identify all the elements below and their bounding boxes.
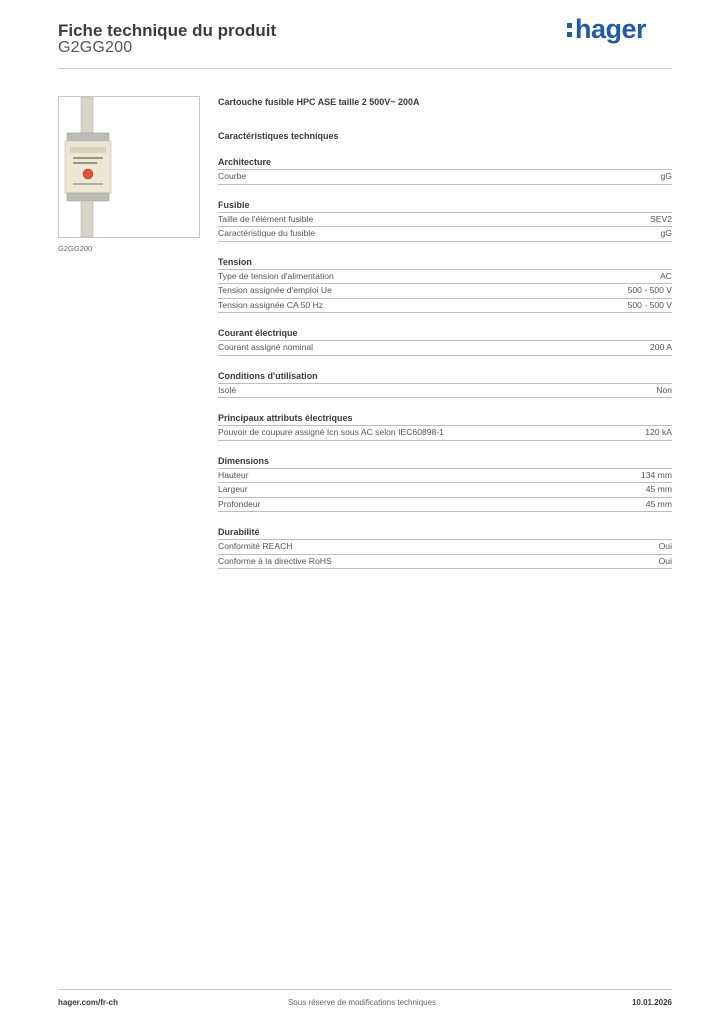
spec-label: Conforme à la directive RoHS [218,555,332,566]
spec-row [218,170,672,185]
footer-divider [58,989,672,990]
section-title: Principaux attributs électriques [218,412,672,426]
specs-heading: Caractéristiques techniques [218,131,339,141]
spec-label: Courant assigné nominal [218,342,314,352]
section-title: Dimensions [218,455,672,469]
section-title: Architecture [218,156,672,170]
product-reference: G2GG200 [58,39,133,56]
spec-value: AC [660,270,672,281]
spec-row [218,469,672,484]
spec-label: Hauteur [218,469,249,480]
spec-row [218,555,672,570]
spec-label: Caractéristique du fusible [218,228,315,238]
product-title: Cartouche fusible HPC ASE taille 2 500V~ 200A [218,97,420,107]
spec-section [218,327,672,356]
spec-row [218,227,672,242]
spec-label: Tension assignée d'emploi Ue [218,285,332,295]
fuse-cartridge-image [59,97,199,237]
spec-value: SEV2 [650,213,672,224]
section-title: Fusible [218,199,672,213]
spec-sections [218,156,672,569]
spec-value: 134 mm [640,469,672,480]
spec-label: Isolé [218,384,237,395]
logo-text: hager [575,14,647,44]
spec-value: gG [660,228,672,238]
spec-value: 45 mm [645,484,672,494]
spec-label: Type de tension d'alimentation [218,270,334,281]
spec-row [218,270,672,285]
spec-row [218,498,672,513]
spec-value: Oui [658,541,672,551]
logo-colon-mark [567,20,573,40]
spec-row [218,341,672,356]
spec-value: 500 - 500 V [627,285,672,295]
spec-row [218,284,672,299]
header-divider [58,68,672,69]
spec-section [218,370,672,399]
spec-label: Courbe [218,171,247,181]
spec-label: Conformité REACH [218,541,293,551]
spec-value: gG [660,171,672,181]
footer-notice: Sous réserve de modifications techniques [287,998,437,1007]
footer-date: 10.01.2026 [631,998,672,1007]
spec-row [218,540,672,555]
spec-section [218,526,672,569]
spec-value: 45 mm [645,498,672,509]
spec-row [218,483,672,498]
page-title: Fiche technique du produit [58,21,277,40]
spec-row [218,213,672,228]
spec-value: Oui [658,555,672,566]
spec-value: 120 kA [645,427,672,437]
spec-label: Tension assignée CA 50 Hz [218,299,324,310]
spec-section [218,256,672,314]
section-title: Tension [218,256,672,270]
spec-value: 200 A [650,342,672,352]
brand-logo [567,14,646,45]
spec-content [218,97,672,569]
section-title: Courant électrique [218,327,672,341]
spec-row [218,384,672,399]
spec-section [218,455,672,513]
spec-value: 500 - 500 V [627,299,672,310]
spec-section [218,412,672,441]
spec-label: Pouvoir de coupure assigné Icn sous AC selon IEC60898-1 [218,427,444,437]
footer-website[interactable]: hager.com/fr-ch [58,998,119,1007]
product-image [58,96,200,238]
spec-label: Profondeur [218,498,261,509]
spec-section [218,156,672,185]
spec-label: Taille de l'élément fusible [218,213,314,224]
spec-value: Non [656,384,672,395]
spec-section [218,199,672,242]
section-title: Durabilité [218,526,672,540]
spec-row [218,299,672,314]
spec-label: Largeur [218,484,248,494]
image-caption: G2GG200 [58,244,93,253]
spec-row [218,426,672,441]
section-title: Conditions d'utilisation [218,370,672,384]
